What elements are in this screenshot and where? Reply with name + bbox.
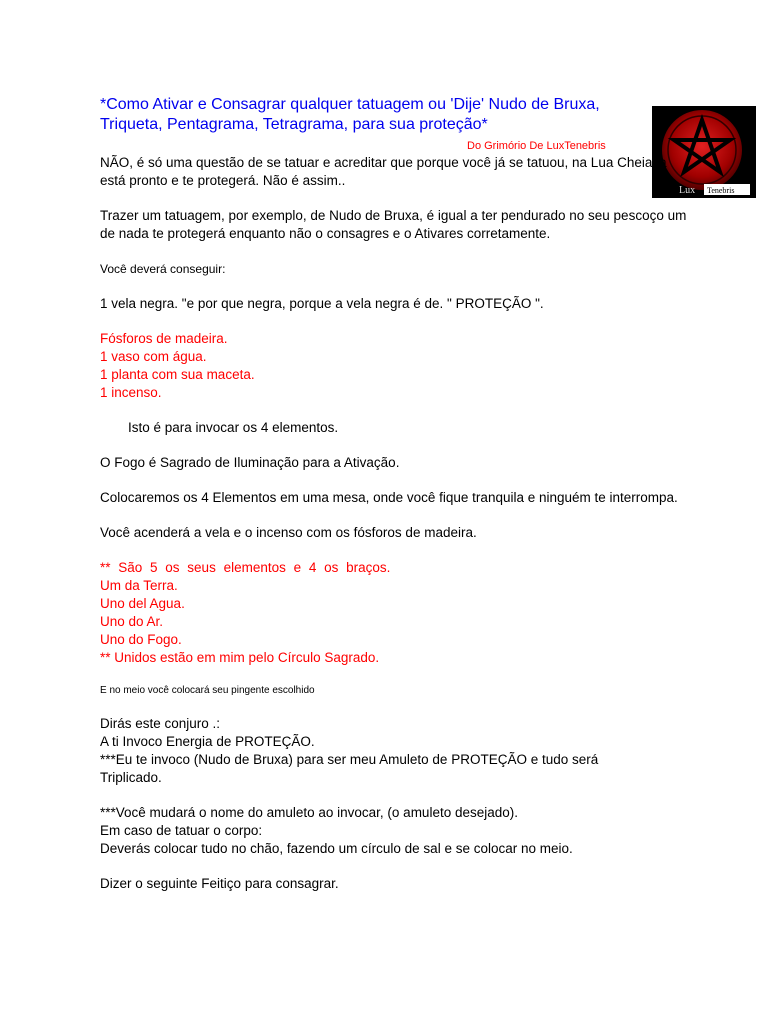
paragraph-10 [100,804,768,858]
title-line-2: Triqueta, Pentagrama, Tetragrama, para sua proteção* [100,116,488,133]
chant-line: Uno do Ar. [100,614,164,629]
list-item: 1 incenso. [100,385,162,400]
paragraph-7: Colocaremos os 4 Elementos em uma mesa, onde você fique tranquila e ninguém te interrompa. [100,490,678,505]
paragraph-2-line-2: de nada te protegerá enquanto não o consagres e o Ativares corretamente. [100,226,551,241]
chant-block [100,559,768,667]
conjuro-line: A ti Invoco Energia de PROTEÇÃO. [100,734,315,749]
conjuro-line: Dirás este conjuro .: [100,716,221,731]
chant-line: ** São 5 os seus elementos e 4 os braços. [100,560,391,575]
document-title [100,95,660,135]
list-item: 1 vaso com água. [100,349,207,364]
byline: Do Grimório De LuxTenebris [467,140,606,152]
title-line-1: *Como Ativar e Consagrar qualquer tatuagem ou 'Dije' Nudo de Bruxa, [100,96,600,113]
paragraph-4: 1 vela negra. "e por que negra, porque a vela negra é de. " PROTEÇÃO ". [100,296,544,311]
logo-text-tenebris: Tenebris [707,186,735,195]
chant-line: Uno del Agua. [100,596,185,611]
list-item: Fósforos de madeira. [100,331,228,346]
paragraph-10-line: Em caso de tatuar o corpo: [100,823,263,838]
conjuro-line: ***Eu te invoco (Nudo de Bruxa) para ser meu Amuleto de PROTEÇÃO e tudo será [100,752,599,767]
chant-line: ** Unidos estão em mim pelo Círculo Sagrado. [100,650,380,665]
paragraph-3: Você deverá conseguir: [100,262,226,276]
chant-line: Um da Terra. [100,578,178,593]
conjuro-block [100,715,768,787]
document-body [100,154,768,893]
conjuro-line: Triplicado. [100,770,162,785]
list-item: 1 planta com sua maceta. [100,367,255,382]
intro-line-1: NÃO, é só uma questão de se tatuar e acreditar que porque você já se tatuou, na Lua Cheia ja [100,155,667,170]
logo-text-lux: Lux [679,185,696,196]
intro-line-1-clip [100,154,686,172]
paragraph-9: E no meio você colocará seu pingente escolhido [100,685,315,696]
paragraph-2-line-1: Trazer um tatuagem, por exemplo, de Nudo de Bruxa, é igual a ter pendurado no seu pescoço um [100,208,687,223]
materials-list [100,330,768,402]
intro-line-2: está pronto e te protegerá. Não é assim.. [100,173,346,188]
paragraph-10-line: ***Você mudará o nome do amuleto ao invocar, (o amuleto desejado). [100,805,519,820]
paragraph-11: Dizer o seguinte Feitiço para consagrar. [100,876,339,891]
paragraph-5: Isto é para invocar os 4 elementos. [128,420,339,435]
paragraph-10-line: Deverás colocar tudo no chão, fazendo um círculo de sal e se colocar no meio. [100,841,573,856]
paragraph-6: O Fogo é Sagrado de Iluminação para a Ativação. [100,455,400,470]
paragraph-8: Você acenderá a vela e o incenso com os fósforos de madeira. [100,525,477,540]
chant-line: Uno do Fogo. [100,632,182,647]
